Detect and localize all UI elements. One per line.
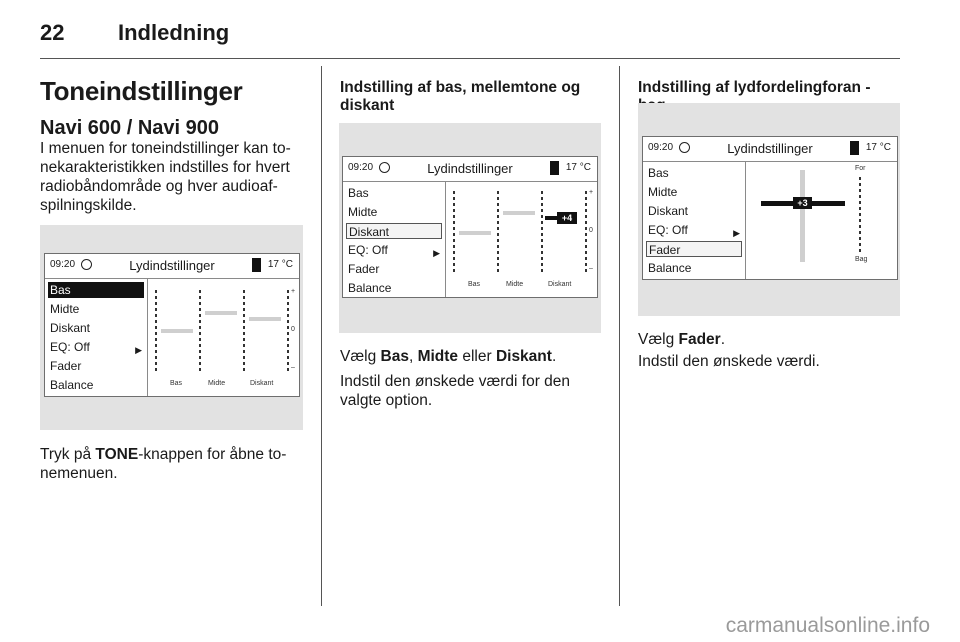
scale-minus: – xyxy=(589,265,593,272)
menu-item-midte[interactable] xyxy=(346,204,442,220)
submenu-arrow-icon: ▶ xyxy=(733,228,740,238)
scale-minus: – xyxy=(291,364,295,371)
diskant-keyword: Diskant xyxy=(495,348,552,365)
scale-plus: + xyxy=(291,288,296,295)
eq-label-diskant: Diskant xyxy=(250,380,274,387)
text: , xyxy=(408,348,418,365)
fader-label-bag: Bag xyxy=(855,256,868,263)
column-divider-2 xyxy=(619,66,620,606)
eq-scale-2 xyxy=(497,191,499,273)
text: eller xyxy=(458,348,496,365)
menu-item-balance[interactable] xyxy=(48,377,144,393)
header-rule xyxy=(40,58,900,59)
text: Tryk på xyxy=(40,446,96,463)
display-screen xyxy=(642,136,898,280)
scale-zero: 0 xyxy=(291,326,295,333)
tone-menu xyxy=(45,279,148,396)
fader-keyword: Fader xyxy=(678,331,721,348)
menu-item-diskant[interactable] xyxy=(646,203,742,219)
fader-vertical-bar xyxy=(800,170,805,262)
menu-item-eq[interactable] xyxy=(646,222,742,238)
eq-scale-4 xyxy=(287,290,289,372)
diskant-value-knob[interactable]: +4 xyxy=(557,212,577,224)
bas-keyword: Bas xyxy=(380,348,409,365)
menu-label: Midte xyxy=(648,185,678,199)
menu-item-fader[interactable] xyxy=(346,261,442,277)
screenshot-eq-settings xyxy=(339,123,601,333)
bass-treble-heading: Indstilling af bas, mellemtone og diskant xyxy=(340,79,581,114)
menu-item-diskant[interactable] xyxy=(48,320,144,336)
tone-menu xyxy=(643,162,746,279)
menu-item-balance[interactable] xyxy=(646,260,742,276)
text: -knappen for åbne to-nemenuen. xyxy=(40,446,287,482)
menu-label: EQ: Off xyxy=(50,340,90,354)
menu-label: Bas xyxy=(648,166,669,180)
menu-label: Fader xyxy=(50,359,82,373)
tryk-paragraph xyxy=(40,445,304,483)
menu-item-diskant[interactable] xyxy=(346,223,442,239)
tone-menu xyxy=(343,182,446,297)
menu-label: Fader xyxy=(348,262,380,276)
eq-label-bas: Bas xyxy=(170,380,183,387)
site-watermark: carmanualsonline.info xyxy=(725,614,930,637)
intro-paragraph: I menuen for toneindstillinger kan to-nekarakteristikken indstilles for hvert radiobåndområde og hver audioaf-spilningskilde. xyxy=(40,140,291,214)
eq-label-midte: Midte xyxy=(506,281,524,288)
menu-label: Diskant xyxy=(50,321,91,335)
midte-keyword: Midte xyxy=(417,348,459,365)
menu-item-balance[interactable] xyxy=(346,280,442,296)
screen-title: Lydindstillinger xyxy=(129,258,215,273)
fader-scale xyxy=(859,177,861,253)
screenshot-tone-menu xyxy=(40,225,303,430)
select-eq-paragraph xyxy=(340,347,602,366)
submenu-arrow-icon: ▶ xyxy=(433,248,440,258)
menu-label: EQ: Off xyxy=(348,243,388,257)
eq-bar-midte xyxy=(205,311,237,315)
clock-time: 09:20 xyxy=(648,142,674,153)
screen-title: Lydindstillinger xyxy=(727,141,813,156)
page-number: 22 xyxy=(40,20,65,45)
menu-label: Bas xyxy=(50,283,71,297)
scale-plus: + xyxy=(589,189,594,196)
eq-label-bas: Bas xyxy=(468,281,481,288)
menu-label: Fader xyxy=(649,243,681,257)
menu-label: Balance xyxy=(50,378,94,392)
thermometer-icon xyxy=(550,161,559,175)
thermometer-icon xyxy=(252,258,261,272)
menu-item-eq[interactable] xyxy=(48,339,144,355)
eq-bar-diskant xyxy=(545,216,557,220)
display-screen xyxy=(44,253,300,397)
menu-label: Diskant xyxy=(648,204,689,218)
eq-bar-diskant xyxy=(249,317,281,321)
menu-label: Bas xyxy=(348,186,369,200)
screen-top-bar xyxy=(643,137,897,162)
eq-scale-4 xyxy=(585,191,587,273)
clock-time: 09:20 xyxy=(348,162,374,173)
menu-label: Diskant xyxy=(349,225,390,239)
temperature: 17 °C xyxy=(267,259,293,270)
screenshot-fader xyxy=(638,103,900,316)
menu-label: Midte xyxy=(50,302,80,316)
menu-label: Midte xyxy=(348,205,378,219)
clock-time: 09:20 xyxy=(50,259,76,270)
screen-top-bar xyxy=(343,157,597,182)
menu-item-fader[interactable] xyxy=(646,241,742,257)
text: Vælg xyxy=(638,331,679,348)
section-subheading: Navi 600 / Navi 900 xyxy=(40,117,220,139)
eq-bar-midte xyxy=(503,211,535,215)
eq-scale-3 xyxy=(541,191,543,273)
eq-label-midte: Midte xyxy=(208,380,226,387)
section-heading: Toneindstillinger xyxy=(40,76,243,106)
select-fader-paragraph xyxy=(638,330,900,349)
screen-top-bar xyxy=(45,254,299,279)
set-value-paragraph: Indstil den ønskede værdi for den valgte option. xyxy=(340,373,571,409)
column-divider-1 xyxy=(321,66,322,606)
screen-title: Lydindstillinger xyxy=(427,161,513,176)
eq-bar-bas xyxy=(459,231,491,235)
menu-item-bas[interactable] xyxy=(48,282,144,298)
thermometer-icon xyxy=(850,141,859,155)
text: Vælg xyxy=(340,348,381,365)
menu-label: Balance xyxy=(648,261,692,275)
menu-label: EQ: Off xyxy=(648,223,688,237)
text: . xyxy=(720,331,726,348)
temperature: 17 °C xyxy=(565,162,591,173)
eq-scale-1 xyxy=(155,290,157,372)
menu-label: Balance xyxy=(348,281,392,295)
eq-label-diskant: Diskant xyxy=(548,281,572,288)
submenu-arrow-icon: ▶ xyxy=(135,345,142,355)
eq-scale-2 xyxy=(199,290,201,372)
menu-item-midte[interactable] xyxy=(48,301,144,317)
temperature: 17 °C xyxy=(865,142,891,153)
menu-item-midte[interactable] xyxy=(646,184,742,200)
tone-keyword: TONE xyxy=(95,446,139,463)
text: . xyxy=(551,348,557,365)
fader-label-for: For xyxy=(855,165,866,172)
chapter-title: Indledning xyxy=(118,20,230,45)
display-screen xyxy=(342,156,598,298)
eq-bar-bas xyxy=(161,329,193,333)
scale-zero: 0 xyxy=(589,227,593,234)
set-fader-paragraph: Indstil den ønskede værdi. xyxy=(638,353,820,370)
menu-item-fader[interactable] xyxy=(48,358,144,374)
menu-item-bas[interactable] xyxy=(346,185,442,201)
fader-value-knob[interactable]: +3 xyxy=(793,197,812,209)
menu-item-eq[interactable] xyxy=(346,242,442,258)
fader-heading: Indstilling af lydfordelingforan - xyxy=(638,79,871,96)
eq-scale-1 xyxy=(453,191,455,273)
eq-scale-3 xyxy=(243,290,245,372)
menu-item-bas[interactable] xyxy=(646,165,742,181)
